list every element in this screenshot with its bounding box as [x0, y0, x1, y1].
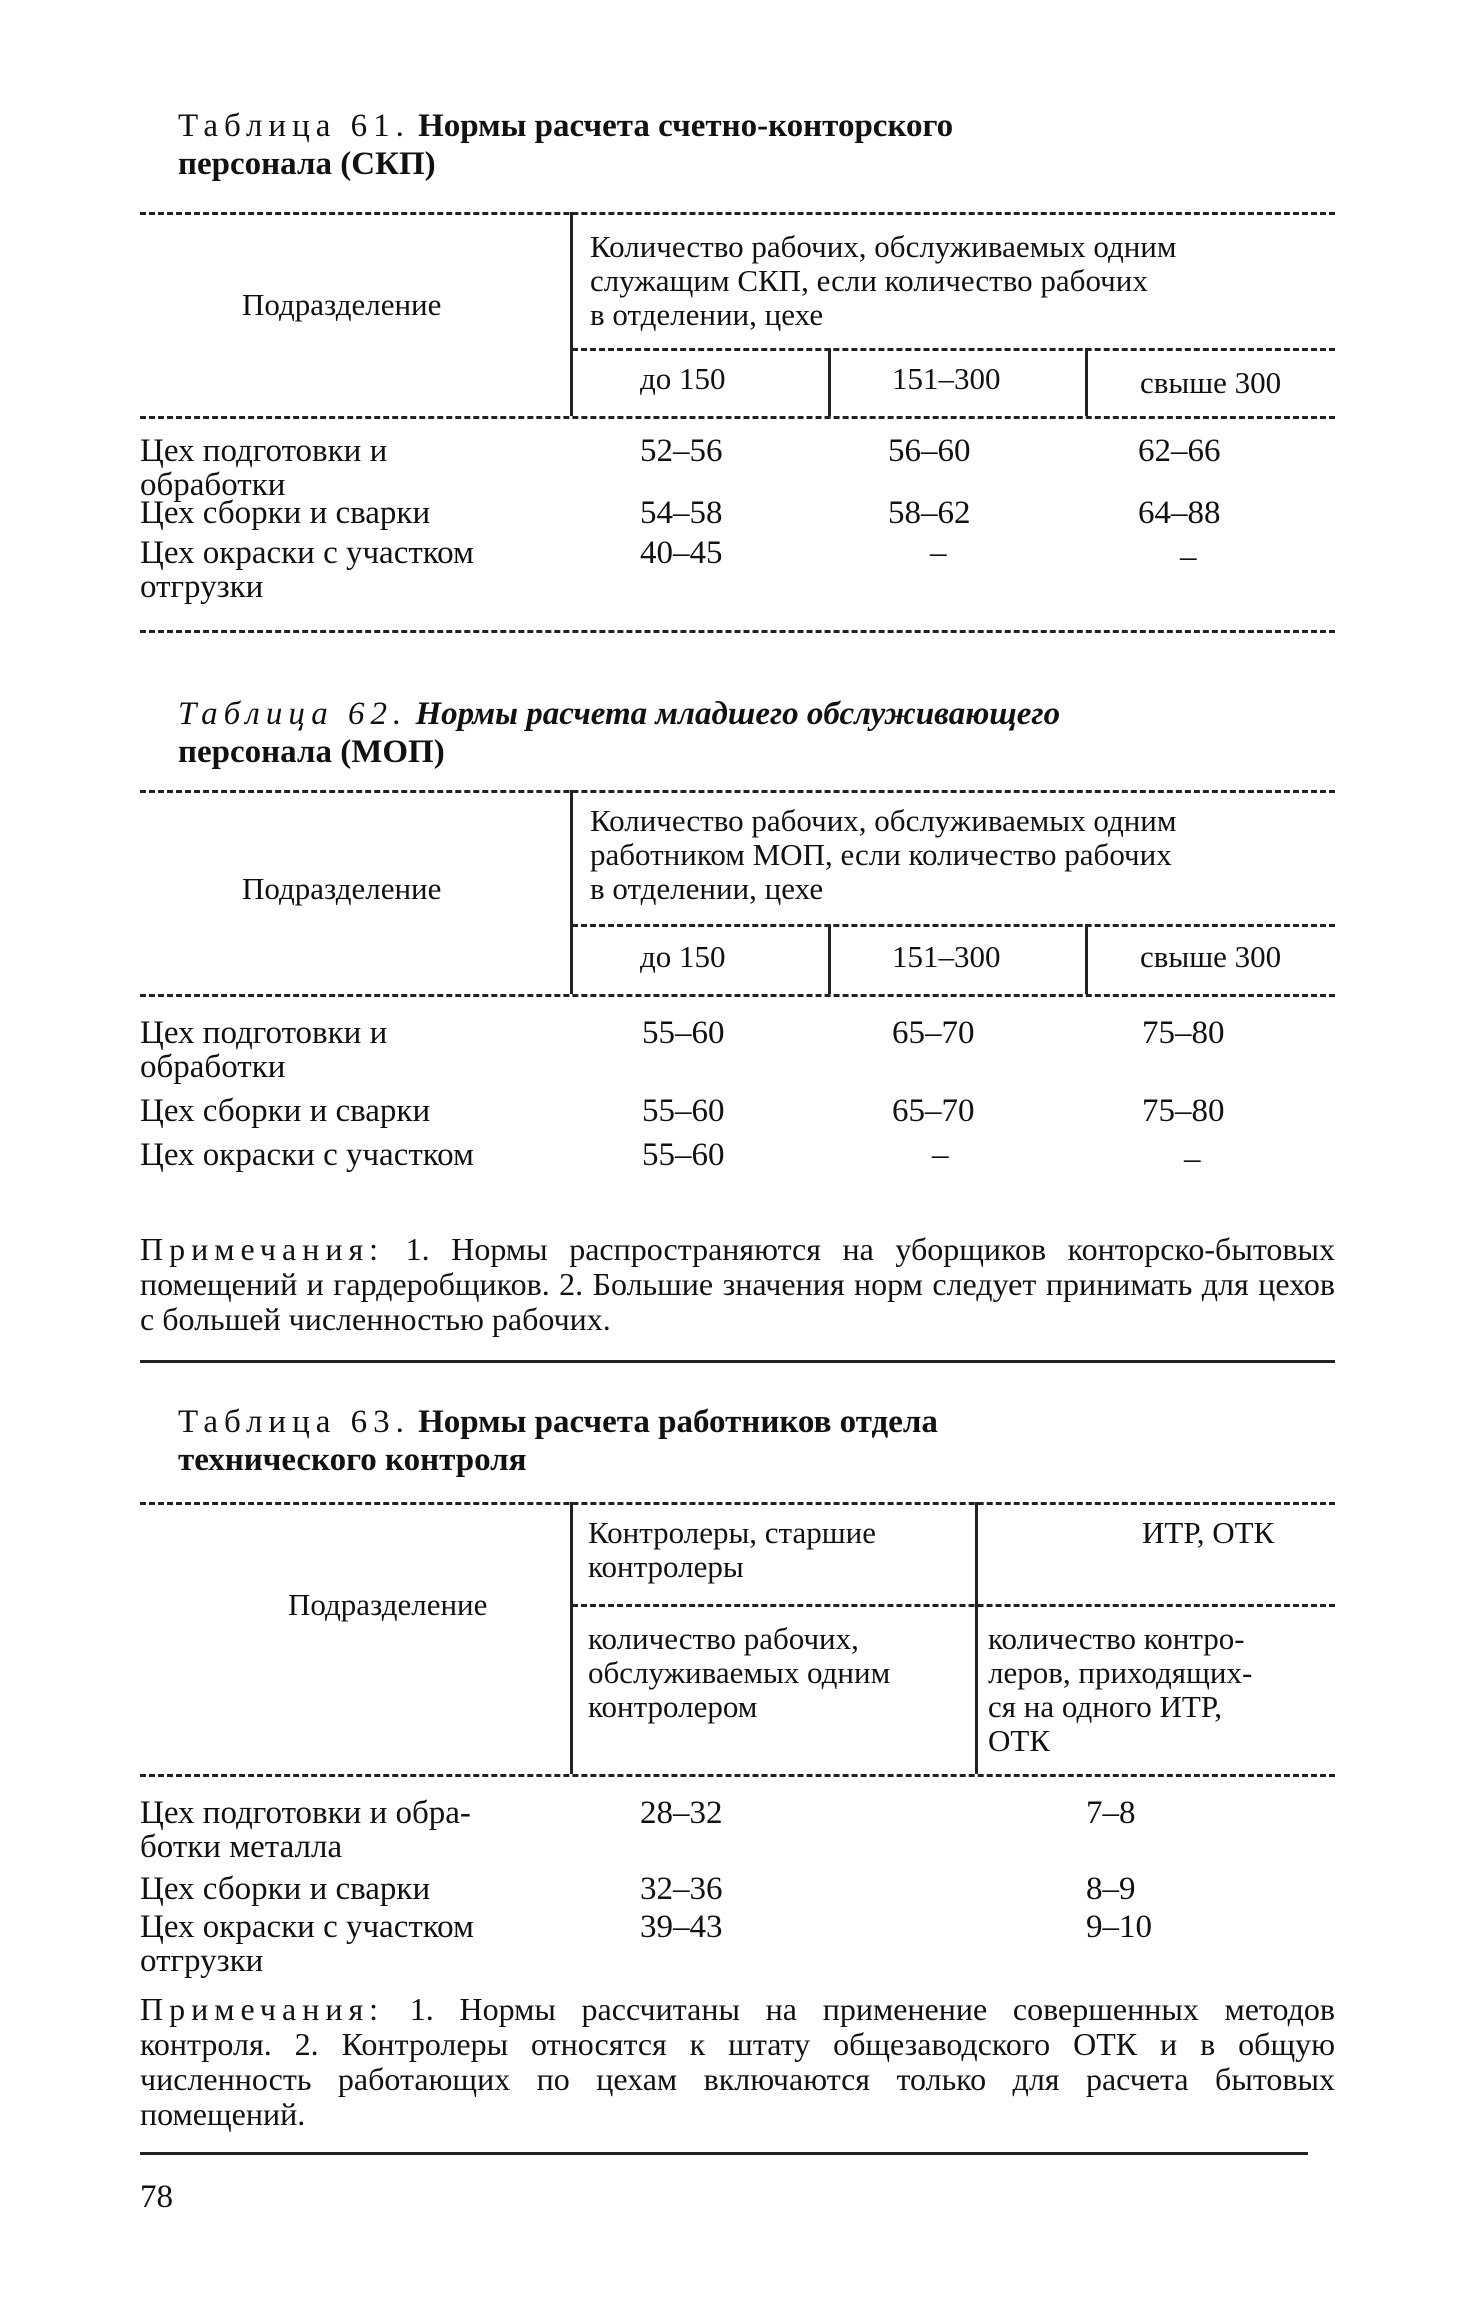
- table61-group-header-l2: служащим СКП, если количество рабочих: [590, 263, 1148, 298]
- row-value: 32–36: [640, 1871, 723, 1907]
- row-name: Цех окраски с участком: [140, 535, 474, 571]
- row-value: 9–10: [1086, 1909, 1152, 1945]
- table62-title-line2: персонала (МОП): [178, 734, 445, 770]
- table63-note-text: 1. Нормы рассчитаны на применение совершенных методов контроля. 2. Контролеры относятся к штату общезаводского ОТК и в общую численность работающих по цехам включаются только для расчета бытовых помещений.: [140, 1991, 1336, 2132]
- row-value: 55–60: [642, 1093, 725, 1129]
- table61-caption: [178, 108, 953, 144]
- table62-group-header-l3: в отделении, цехе: [590, 871, 824, 906]
- row-value: 40–45: [640, 535, 723, 571]
- table62-top-rule: [140, 790, 1335, 793]
- row-value: 56–60: [888, 433, 971, 469]
- table63-note: [140, 1992, 1335, 2132]
- table61-top-rule: [140, 212, 1335, 215]
- row-value: 7–8: [1086, 1795, 1136, 1831]
- table63-title-line2: технического контроля: [178, 1442, 527, 1478]
- table63-sub-a-l2: обслуживаемых одним: [588, 1655, 891, 1690]
- row-name: обработки: [140, 467, 286, 503]
- table61-subheader: до 150: [640, 361, 726, 396]
- table62-caption: [178, 696, 1060, 732]
- row-value: 54–58: [640, 495, 723, 531]
- table63-sub-b-l3: ся на одного ИТР,: [988, 1689, 1222, 1724]
- row-value: 28–32: [640, 1795, 723, 1831]
- table63-sub-b-l2: леров, приходящих-: [988, 1655, 1253, 1690]
- table63-sub-b-l4: ОТК: [988, 1723, 1050, 1758]
- section-rule: [140, 1360, 1335, 1363]
- table61-title-line2: персонала (СКП): [178, 146, 436, 182]
- table63-sub-b-l1: количество контро-: [988, 1621, 1245, 1656]
- footer-rule: [140, 2152, 1308, 2155]
- table63-col-b: ИТР, ОТК: [1142, 1515, 1275, 1550]
- table63-note-label: Примечания:: [140, 1991, 385, 2027]
- row-value: 39–43: [640, 1909, 723, 1945]
- page-number: 78: [140, 2179, 173, 2215]
- row-name: Цех подготовки и: [140, 433, 388, 469]
- row-name: Цех окраски с участком: [140, 1137, 474, 1173]
- table61-group-header-l1: Количество рабочих, обслуживаемых одним: [590, 229, 1177, 264]
- table63-col-division: Подразделение: [288, 1587, 488, 1622]
- row-value: 8–9: [1086, 1871, 1136, 1907]
- table63-caption: [178, 1404, 938, 1440]
- table63-label: Таблица 63.: [178, 1404, 410, 1440]
- row-value: 75–80: [1142, 1015, 1225, 1051]
- table61-sub-rule: [572, 348, 1335, 351]
- table63-mid-divider: [975, 1502, 978, 1774]
- table63-sub-a-l3: контролером: [588, 1689, 758, 1724]
- row-name: Цех подготовки и: [140, 1015, 388, 1051]
- row-value: 55–60: [642, 1015, 725, 1051]
- table62-header-divider: [570, 790, 573, 994]
- table61-bottom-rule: [140, 630, 1335, 633]
- table61-sub-divider-2: [1085, 348, 1088, 416]
- table62-note: [140, 1232, 1335, 1337]
- row-name: ботки металла: [140, 1829, 343, 1865]
- row-value: 65–70: [892, 1015, 975, 1051]
- table63-col-a-l2: контролеры: [588, 1549, 744, 1584]
- row-value: 58–62: [888, 495, 971, 531]
- row-value: –: [930, 535, 947, 571]
- table62-title-line1: Нормы расчета младшего обслуживающего: [415, 696, 1061, 732]
- table63-title-line1: Нормы расчета работников отдела: [418, 1404, 938, 1440]
- table62-group-header-l1: Количество рабочих, обслуживаемых одним: [590, 803, 1177, 838]
- table61-header-rule: [140, 416, 1335, 419]
- row-value: 55–60: [642, 1137, 725, 1173]
- table62-col-division: Подразделение: [242, 871, 442, 906]
- table61-subheader: свыше 300: [1140, 365, 1282, 400]
- row-value: 75–80: [1142, 1093, 1225, 1129]
- row-name: обработки: [140, 1049, 286, 1085]
- table62-subheader: 151–300: [892, 939, 1001, 974]
- row-value: –: [932, 1137, 949, 1173]
- table61-subheader: 151–300: [892, 361, 1001, 396]
- table61-label: Таблица 61.: [178, 108, 410, 144]
- table63-top-rule: [140, 1502, 1335, 1505]
- table63-header-rule: [140, 1774, 1335, 1777]
- row-value: –: [1184, 1141, 1201, 1177]
- table62-subheader: до 150: [640, 939, 726, 974]
- table62-sub-rule: [572, 924, 1335, 927]
- row-name: Цех сборки и сварки: [140, 1871, 431, 1907]
- table61-col-division: Подразделение: [242, 287, 442, 322]
- row-name: Цех подготовки и обра-: [140, 1795, 471, 1831]
- row-value: 62–66: [1138, 433, 1221, 469]
- table61-group-header-l3: в отделении, цехе: [590, 297, 824, 332]
- table63-col-a-l1: Контролеры, старшие: [588, 1515, 876, 1550]
- row-value: 64–88: [1138, 495, 1221, 531]
- table62-subheader: свыше 300: [1140, 939, 1282, 974]
- row-value: 65–70: [892, 1093, 975, 1129]
- row-name: Цех окраски с участком: [140, 1909, 474, 1945]
- table61-title-line1: Нормы расчета счетно-конторского: [418, 108, 954, 144]
- table63-sub-rule: [572, 1604, 1335, 1607]
- table61-sub-divider-1: [828, 348, 831, 416]
- table62-sub-divider-1: [828, 924, 831, 994]
- row-name: Цех сборки и сварки: [140, 495, 431, 531]
- table62-header-rule: [140, 994, 1335, 997]
- row-name: Цех сборки и сварки: [140, 1093, 431, 1129]
- row-name: отгрузки: [140, 569, 264, 605]
- table61-header-divider: [570, 212, 573, 416]
- table62-note-text: 1. Нормы распространяются на уборщиков конторско-бытовых помещений и гардеробщиков. 2. Большие значения норм следует принимать для цехов с большей численностью рабочих.: [140, 1231, 1336, 1337]
- table62-sub-divider-2: [1085, 924, 1088, 994]
- table63-header-divider: [570, 1502, 573, 1774]
- table62-note-label: Примечания:: [140, 1231, 385, 1267]
- table62-label: Таблица 62.: [178, 696, 408, 732]
- row-value: –: [1180, 539, 1197, 575]
- row-value: 52–56: [640, 433, 723, 469]
- table62-group-header-l2: работником МОП, если количество рабочих: [590, 837, 1172, 872]
- row-name: отгрузки: [140, 1943, 264, 1979]
- table63-sub-a-l1: количество рабочих,: [588, 1621, 859, 1656]
